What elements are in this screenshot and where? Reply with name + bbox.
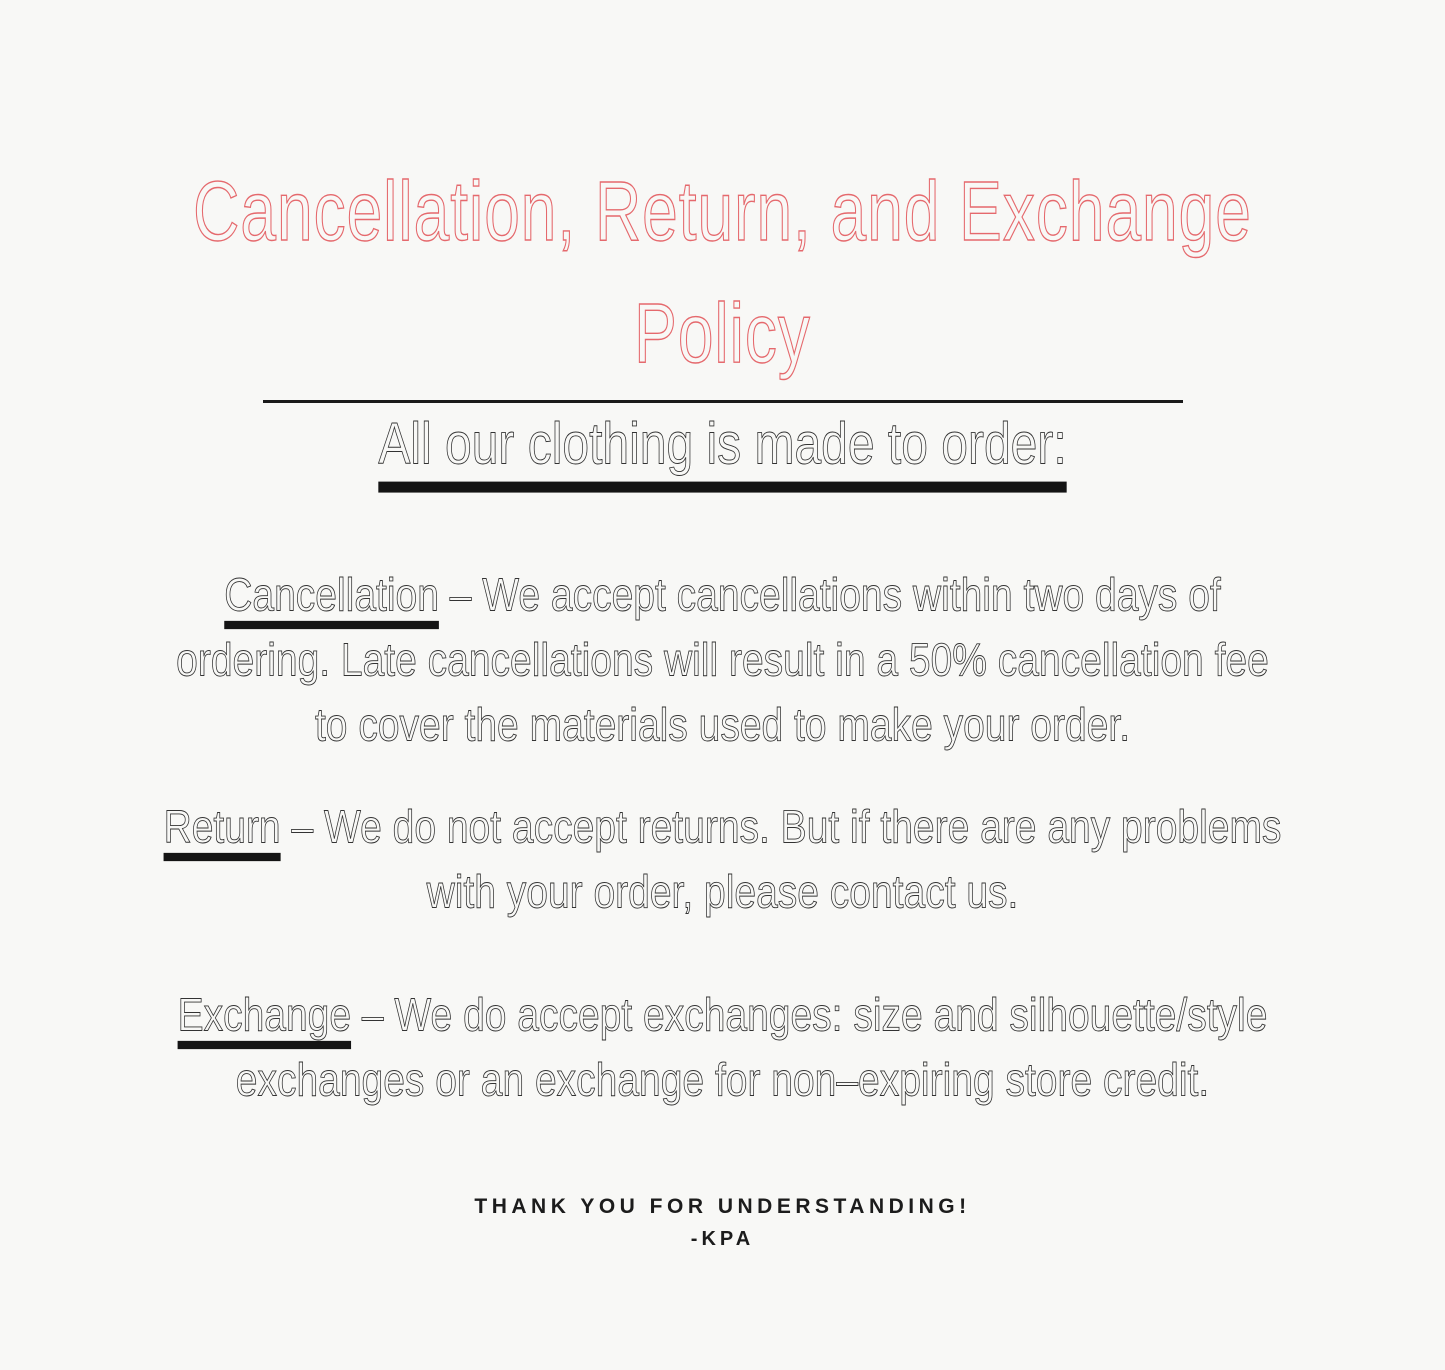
- policy-cancellation-line-3: to cover the materials used to make your order.: [314, 700, 1131, 751]
- policy-cancellation-line-1: – We accept cancellations within two days of: [449, 570, 1221, 621]
- policy-exchange-line-2: exchanges or an exchange for non–expiring store credit.: [235, 1055, 1210, 1106]
- footer: [0, 1191, 1445, 1255]
- policy-term-exchange: Exchange: [177, 990, 352, 1041]
- policy-exchange-line-1: – We do accept exchanges: size and silhouette/style: [361, 990, 1268, 1041]
- policy-paragraph-return: [53, 795, 1393, 925]
- policy-term-cancellation: Cancellation: [224, 570, 439, 621]
- poster-title: [0, 0, 1445, 394]
- policy-paragraph-exchange: [53, 983, 1393, 1113]
- poster-title-line-2: Policy: [634, 285, 811, 381]
- policy-cancellation-line-2: ordering. Late cancellations will result in a 50% cancellation fee: [176, 635, 1269, 686]
- poster-title-line-1: Cancellation, Return, and Exchange: [193, 163, 1252, 259]
- policy-term-return: Return: [163, 802, 281, 853]
- policy-return-line-2: with your order, please contact us.: [426, 867, 1019, 918]
- made-to-order-heading: All our clothing is made to order:: [378, 412, 1067, 477]
- footer-signature: -KPA: [690, 1228, 755, 1250]
- footer-thanks: THANK YOU FOR UNDERSTANDING!: [474, 1195, 971, 1218]
- policy-return-line-1: – We do not accept returns. But if there are any problems: [291, 802, 1282, 853]
- policy-paragraph-cancellation: [53, 563, 1393, 758]
